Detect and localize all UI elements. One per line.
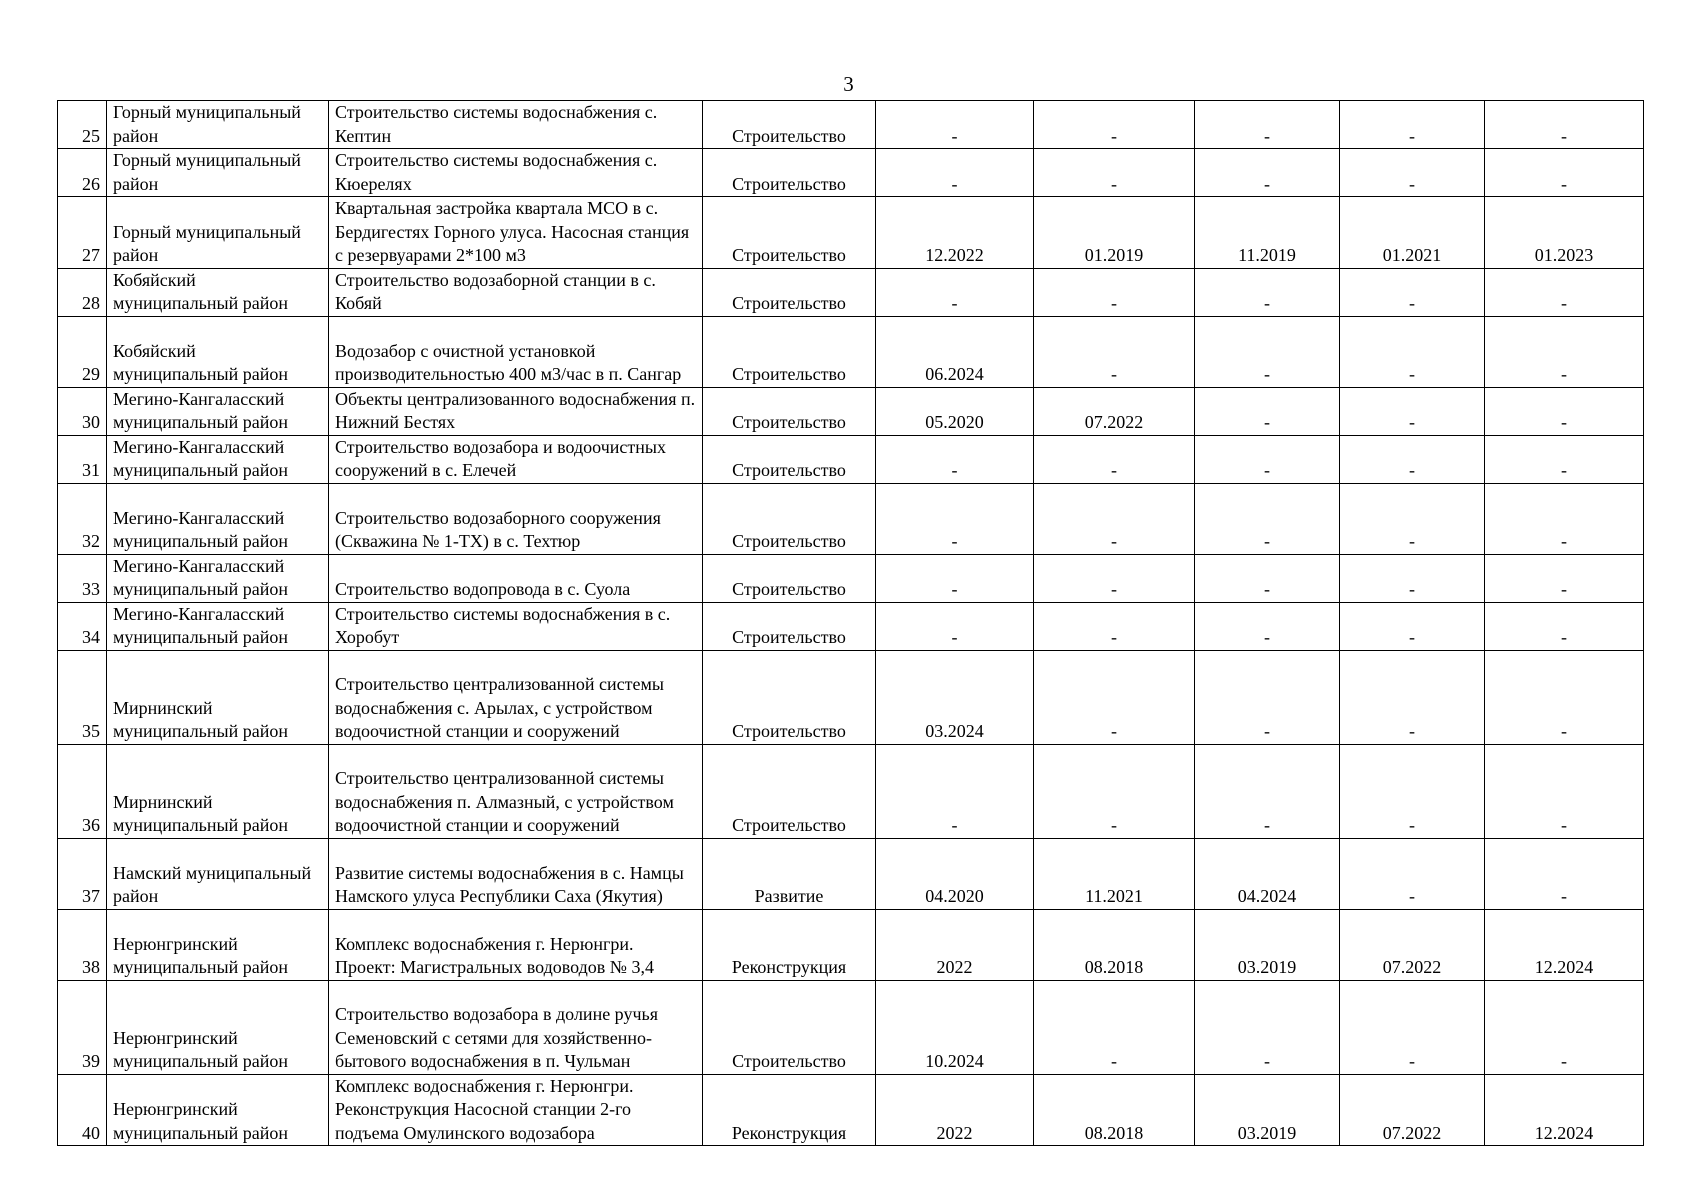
project-name-cell: Развитие системы водоснабжения в с. Намцы Намского улуса Республики Саха (Якутия)	[329, 838, 703, 909]
date-cell-1: -	[876, 435, 1034, 483]
date-cell-3: 03.2019	[1195, 909, 1340, 980]
work-type-cell: Реконструкция	[703, 1074, 876, 1146]
date-cell-3: -	[1195, 268, 1340, 316]
table-row	[58, 435, 1644, 483]
date-cell-3: -	[1195, 980, 1340, 1074]
row-number: 39	[58, 980, 107, 1074]
date-cell-1: 2022	[876, 1074, 1034, 1146]
date-cell-5: -	[1485, 483, 1644, 554]
work-type-cell: Строительство	[703, 149, 876, 197]
project-name-cell: Комплекс водоснабжения г. Нерюнгри. Проект: Магистральных водоводов № 3,4	[329, 909, 703, 980]
page-number: 3	[843, 72, 854, 96]
date-cell-2: -	[1034, 602, 1195, 650]
date-cell-2: 08.2018	[1034, 909, 1195, 980]
date-cell-4: -	[1340, 744, 1485, 838]
date-cell-4: -	[1340, 101, 1485, 149]
work-type-cell: Строительство	[703, 554, 876, 602]
date-cell-4: 01.2021	[1340, 197, 1485, 269]
date-cell-3: -	[1195, 650, 1340, 744]
table-row	[58, 316, 1644, 387]
date-cell-3: -	[1195, 483, 1340, 554]
project-name-cell: Строительство водопровода в с. Суола	[329, 554, 703, 602]
row-number: 32	[58, 483, 107, 554]
date-cell-4: -	[1340, 483, 1485, 554]
date-cell-1: -	[876, 268, 1034, 316]
district-cell: Намский муниципальный район	[107, 838, 329, 909]
date-cell-3: -	[1195, 101, 1340, 149]
row-number: 37	[58, 838, 107, 909]
date-cell-5: 01.2023	[1485, 197, 1644, 269]
date-cell-1: 05.2020	[876, 387, 1034, 435]
work-type-cell: Строительство	[703, 980, 876, 1074]
row-number: 25	[58, 101, 107, 149]
district-cell: Мегино-Кангаласский муниципальный район	[107, 602, 329, 650]
project-name-cell: Строительство централизованной системы водоснабжения п. Алмазный, с устройством водоочистной станции и сооружений	[329, 744, 703, 838]
work-type-cell: Строительство	[703, 744, 876, 838]
project-name-cell: Строительство водозабора в долине ручья Семеновский с сетями для хозяйственно-бытового водоснабжения в п. Чульман	[329, 980, 703, 1074]
date-cell-5: -	[1485, 149, 1644, 197]
row-number: 36	[58, 744, 107, 838]
date-cell-4: 07.2022	[1340, 1074, 1485, 1146]
row-number: 33	[58, 554, 107, 602]
date-cell-3: -	[1195, 149, 1340, 197]
date-cell-1: -	[876, 602, 1034, 650]
row-number: 38	[58, 909, 107, 980]
table-row	[58, 101, 1644, 149]
date-cell-5: -	[1485, 744, 1644, 838]
work-type-cell: Строительство	[703, 387, 876, 435]
table-row	[58, 650, 1644, 744]
table-body	[58, 101, 1644, 1146]
date-cell-3: -	[1195, 316, 1340, 387]
district-cell: Мегино-Кангаласский муниципальный район	[107, 435, 329, 483]
district-cell: Мегино-Кангаласский муниципальный район	[107, 483, 329, 554]
row-number: 29	[58, 316, 107, 387]
date-cell-2: -	[1034, 483, 1195, 554]
table-row	[58, 483, 1644, 554]
district-cell: Мирнинский муниципальный район	[107, 650, 329, 744]
district-cell: Горный муниципальный район	[107, 149, 329, 197]
date-cell-4: -	[1340, 435, 1485, 483]
project-name-cell: Строительство системы водоснабжения с. Кептин	[329, 101, 703, 149]
table-row	[58, 909, 1644, 980]
date-cell-4: -	[1340, 980, 1485, 1074]
date-cell-2: -	[1034, 268, 1195, 316]
date-cell-1: -	[876, 149, 1034, 197]
project-name-cell: Строительство водозабора и водоочистных сооружений в с. Елечей	[329, 435, 703, 483]
date-cell-3: 11.2019	[1195, 197, 1340, 269]
date-cell-2: -	[1034, 554, 1195, 602]
date-cell-4: -	[1340, 268, 1485, 316]
date-cell-4: -	[1340, 554, 1485, 602]
date-cell-1: 04.2020	[876, 838, 1034, 909]
row-number: 35	[58, 650, 107, 744]
date-cell-5: -	[1485, 602, 1644, 650]
project-name-cell: Объекты централизованного водоснабжения п. Нижний Бестях	[329, 387, 703, 435]
work-type-cell: Строительство	[703, 316, 876, 387]
date-cell-4: -	[1340, 650, 1485, 744]
table-row	[58, 268, 1644, 316]
date-cell-1: 06.2024	[876, 316, 1034, 387]
date-cell-3: 04.2024	[1195, 838, 1340, 909]
date-cell-5: -	[1485, 554, 1644, 602]
table-row	[58, 1074, 1644, 1146]
date-cell-3: -	[1195, 554, 1340, 602]
row-number: 26	[58, 149, 107, 197]
date-cell-2: 08.2018	[1034, 1074, 1195, 1146]
district-cell: Нерюнгринский муниципальный район	[107, 1074, 329, 1146]
project-name-cell: Комплекс водоснабжения г. Нерюнгри. Реконструкция Насосной станции 2-го подъема Омулинского водозабора	[329, 1074, 703, 1146]
table-row	[58, 980, 1644, 1074]
date-cell-2: 01.2019	[1034, 197, 1195, 269]
project-name-cell: Строительство системы водоснабжения в с. Хоробут	[329, 602, 703, 650]
date-cell-1: 10.2024	[876, 980, 1034, 1074]
work-type-cell: Строительство	[703, 268, 876, 316]
row-number: 34	[58, 602, 107, 650]
project-name-cell: Строительство централизованной системы водоснабжения с. Арылах, с устройством водоочистной станции и сооружений	[329, 650, 703, 744]
projects-table	[57, 100, 1644, 1146]
date-cell-5: 12.2024	[1485, 1074, 1644, 1146]
date-cell-1: 03.2024	[876, 650, 1034, 744]
date-cell-2: -	[1034, 435, 1195, 483]
row-number: 30	[58, 387, 107, 435]
project-name-cell: Строительство водозаборной станции в с. Кобяй	[329, 268, 703, 316]
work-type-cell: Строительство	[703, 650, 876, 744]
date-cell-2: -	[1034, 744, 1195, 838]
date-cell-1: 12.2022	[876, 197, 1034, 269]
date-cell-5: -	[1485, 435, 1644, 483]
date-cell-2: -	[1034, 316, 1195, 387]
work-type-cell: Реконструкция	[703, 909, 876, 980]
date-cell-2: 07.2022	[1034, 387, 1195, 435]
date-cell-4: -	[1340, 149, 1485, 197]
date-cell-1: -	[876, 744, 1034, 838]
date-cell-2: -	[1034, 650, 1195, 744]
date-cell-3: 03.2019	[1195, 1074, 1340, 1146]
date-cell-5: -	[1485, 980, 1644, 1074]
district-cell: Нерюнгринский муниципальный район	[107, 980, 329, 1074]
district-cell: Кобяйский муниципальный район	[107, 268, 329, 316]
date-cell-3: -	[1195, 387, 1340, 435]
date-cell-4: 07.2022	[1340, 909, 1485, 980]
work-type-cell: Строительство	[703, 602, 876, 650]
date-cell-4: -	[1340, 602, 1485, 650]
date-cell-2: -	[1034, 149, 1195, 197]
date-cell-5: -	[1485, 838, 1644, 909]
date-cell-5: -	[1485, 101, 1644, 149]
date-cell-4: -	[1340, 316, 1485, 387]
row-number: 27	[58, 197, 107, 269]
district-cell: Горный муниципальный район	[107, 101, 329, 149]
work-type-cell: Строительство	[703, 197, 876, 269]
date-cell-5: -	[1485, 316, 1644, 387]
row-number: 28	[58, 268, 107, 316]
date-cell-1: -	[876, 101, 1034, 149]
date-cell-2: -	[1034, 980, 1195, 1074]
date-cell-5: -	[1485, 650, 1644, 744]
date-cell-1: -	[876, 554, 1034, 602]
district-cell: Мегино-Кангаласский муниципальный район	[107, 554, 329, 602]
district-cell: Мирнинский муниципальный район	[107, 744, 329, 838]
date-cell-3: -	[1195, 602, 1340, 650]
table-row	[58, 149, 1644, 197]
project-name-cell: Водозабор с очистной установкой производительностью 400 м3/час в п. Сангар	[329, 316, 703, 387]
date-cell-5: 12.2024	[1485, 909, 1644, 980]
date-cell-1: -	[876, 483, 1034, 554]
row-number: 40	[58, 1074, 107, 1146]
date-cell-1: 2022	[876, 909, 1034, 980]
table-row	[58, 838, 1644, 909]
date-cell-5: -	[1485, 387, 1644, 435]
district-cell: Нерюнгринский муниципальный район	[107, 909, 329, 980]
date-cell-2: -	[1034, 101, 1195, 149]
row-number: 31	[58, 435, 107, 483]
date-cell-2: 11.2021	[1034, 838, 1195, 909]
date-cell-3: -	[1195, 744, 1340, 838]
district-cell: Горный муниципальный район	[107, 197, 329, 269]
date-cell-4: -	[1340, 387, 1485, 435]
table-row	[58, 387, 1644, 435]
work-type-cell: Строительство	[703, 483, 876, 554]
work-type-cell: Строительство	[703, 101, 876, 149]
table-row	[58, 602, 1644, 650]
table-row	[58, 197, 1644, 269]
project-name-cell: Квартальная застройка квартала МСО в с. Бердигестях Горного улуса. Насосная станция с резервуарами 2*100 м3	[329, 197, 703, 269]
work-type-cell: Развитие	[703, 838, 876, 909]
date-cell-4: -	[1340, 838, 1485, 909]
project-name-cell: Строительство системы водоснабжения с. Кюерелях	[329, 149, 703, 197]
district-cell: Мегино-Кангаласский муниципальный район	[107, 387, 329, 435]
table-row	[58, 554, 1644, 602]
project-name-cell: Строительство водозаборного сооружения (Скважина № 1-ТХ) в с. Техтюр	[329, 483, 703, 554]
date-cell-5: -	[1485, 268, 1644, 316]
work-type-cell: Строительство	[703, 435, 876, 483]
table-row	[58, 744, 1644, 838]
date-cell-3: -	[1195, 435, 1340, 483]
district-cell: Кобяйский муниципальный район	[107, 316, 329, 387]
